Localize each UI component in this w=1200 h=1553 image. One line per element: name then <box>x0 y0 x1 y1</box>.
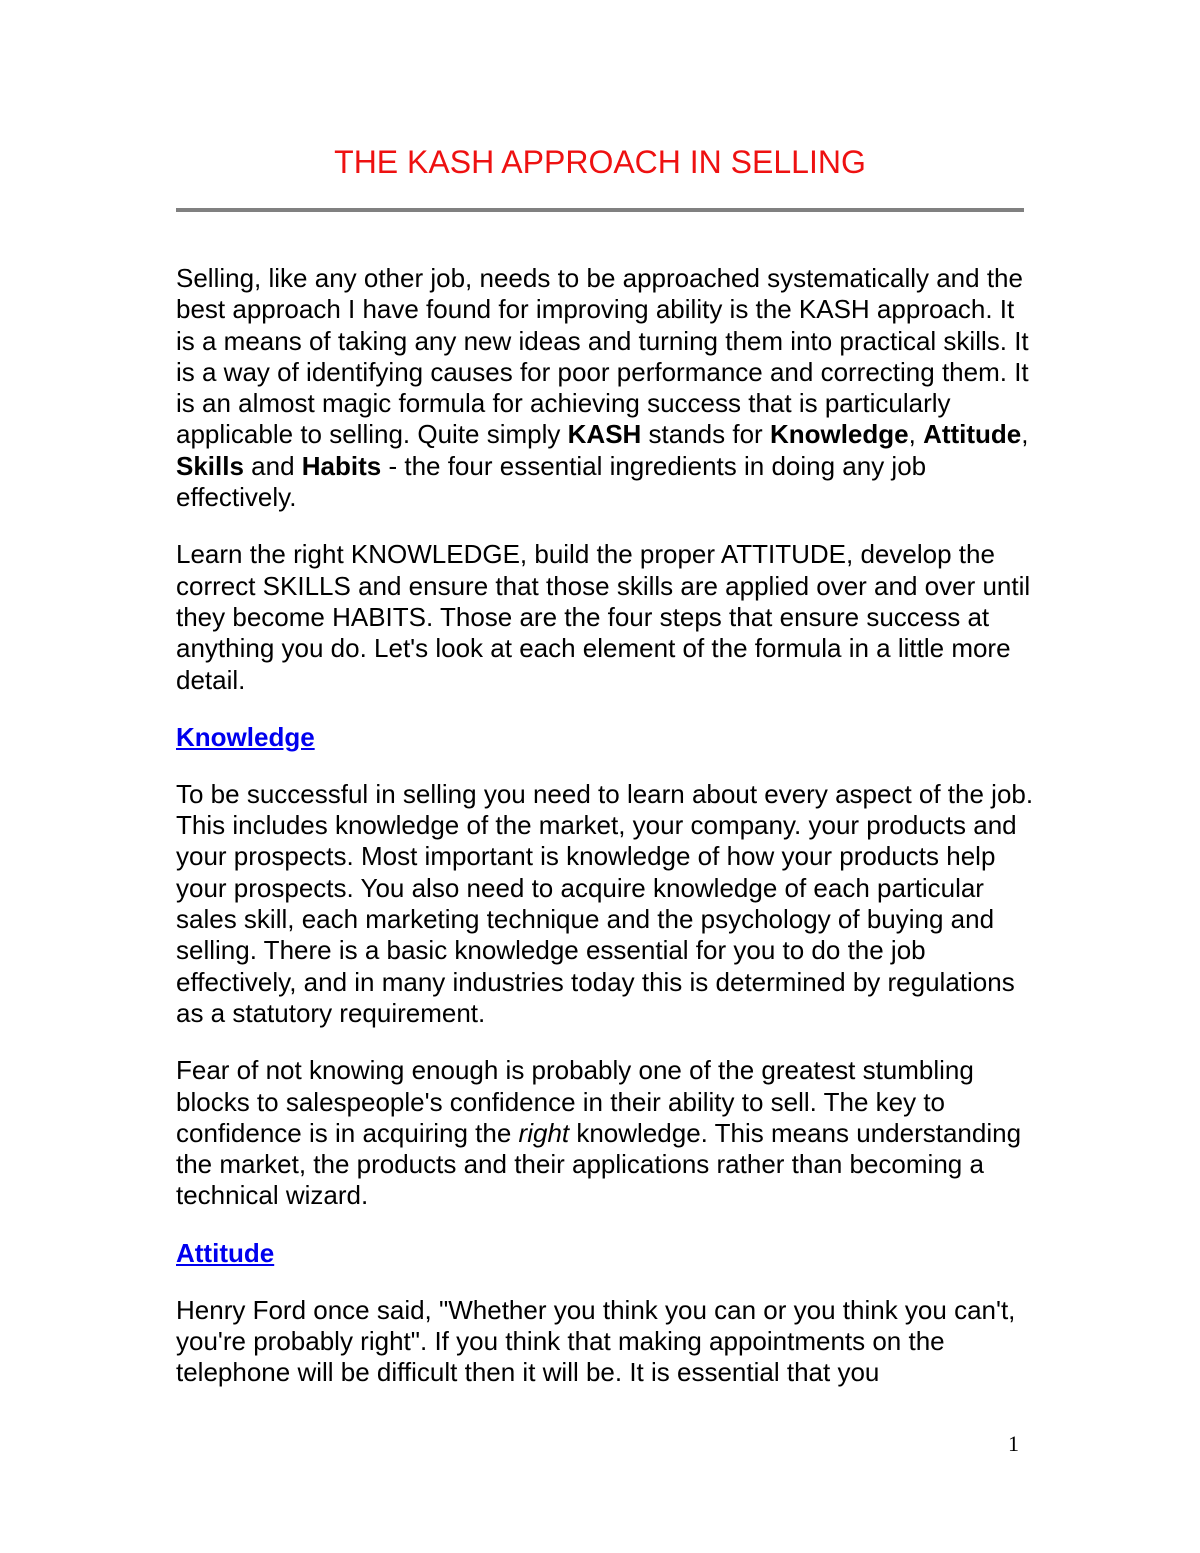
intro-and: and <box>243 450 302 481</box>
document-body <box>176 263 1036 1389</box>
knowledge-p2-text-a: Fear of not knowing enough is probably one of the greatest stumbling blocks to salespeople's confidence in their ability to sell. The key to confidence is in acquiring the <box>176 1055 974 1148</box>
attitude-heading <box>176 1238 1036 1269</box>
title-divider <box>176 208 1024 212</box>
intro-comma-1: , <box>908 419 924 450</box>
attitude-heading-link[interactable]: Attitude <box>176 1237 275 1268</box>
knowledge-paragraph-2 <box>176 1055 1036 1211</box>
right-emphasis: right <box>518 1117 570 1148</box>
attitude-term: Attitude <box>923 419 1022 450</box>
knowledge-heading-link[interactable]: Knowledge <box>176 721 315 752</box>
intro-text-b: stands for <box>641 419 770 450</box>
intro-text-c: - the four essential ingredients in doing any job effectively. <box>176 450 927 513</box>
page-number: 1 <box>1008 1431 1019 1456</box>
knowledge-heading <box>176 722 1036 753</box>
skills-term: Skills <box>176 450 244 481</box>
intro-paragraph-2: Learn the right KNOWLEDGE, build the proper ATTITUDE, develop the correct SKILLS and ensure that those skills are applied over and over until they become HABITS. Those are the four steps that ensure success at anything you do. Let's look at each element of the formula in a little more detail. <box>176 539 1031 695</box>
intro-paragraph-1 <box>176 263 1036 513</box>
knowledge-paragraph-1: To be successful in selling you need to learn about every aspect of the job. This includes knowledge of the market, your company. your products and your prospects. Most important is knowledge of how your products help your prospects. You also need to acquire knowledge of each particular sales skill, each marketing technique and the psychology of buying and selling. There is a basic knowledge essential for you to do the job effectively, and in many industries today this is determined by regulations as a statutory requirement. <box>176 778 1034 1028</box>
habits-term: Habits <box>301 450 382 481</box>
knowledge-term: Knowledge <box>769 419 909 450</box>
kash-term: KASH <box>567 419 642 450</box>
attitude-paragraph-1: Henry Ford once said, "Whether you think you can or you think you can't, you're probably right". If you think that making appointments on the telephone will be difficult then it will be. It is essential that you <box>176 1294 1016 1388</box>
intro-text-a: Selling, like any other job, needs to be approached systematically and the best approach I have found for improving ability is the KASH approach. It is a means of taking any new ideas and turning them into practical skills. It is a way of identifying causes for poor performance and correcting them. It is an almost magic formula for achieving success that is particularly applicable to selling. Quite simply <box>176 263 1029 450</box>
document-title: THE KASH APPROACH IN SELLING <box>334 144 866 180</box>
intro-comma-2: , <box>1021 419 1029 450</box>
knowledge-p2-text-b: knowledge. This means understanding the market, the products and their applications rather than becoming a technical wizard. <box>176 1117 1022 1211</box>
